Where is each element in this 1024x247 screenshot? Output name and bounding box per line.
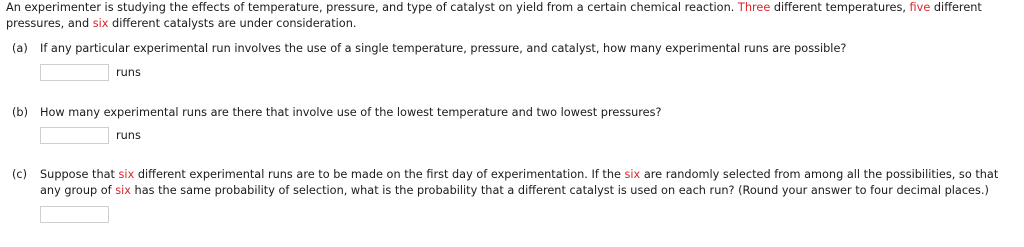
part-b-label: (b): [12, 106, 28, 119]
intro-text-2: different temperatures,: [770, 1, 910, 14]
intro-text-3: different pressures, and: [6, 1, 982, 30]
part-a-text: If any particular experimental run involves the use of a single temperature, pressure, and catalyst, how many experimental runs are possible?: [40, 42, 847, 55]
part-a-label: (a): [12, 42, 28, 55]
intro-text-1: An experimenter is studying the effects of temperature, pressure, and type of catalyst on yield from a certain chemical reaction.: [6, 1, 738, 14]
part-c-question: [12, 167, 1022, 199]
part-c-runs-3: six: [115, 184, 131, 197]
intro-text-4: different catalysts are under consideration.: [108, 17, 357, 30]
part-a-unit: runs: [116, 66, 141, 79]
part-b-unit: runs: [116, 129, 141, 142]
catalyst-count: six: [92, 17, 109, 30]
part-b-text: How many experimental runs are there that involve use of the lowest temperature and two lowest pressures?: [40, 106, 662, 119]
part-b-answer-input[interactable]: [40, 127, 109, 144]
problem-intro: [6, 0, 1018, 32]
part-c-text-4: any group of: [40, 184, 116, 197]
part-c-text-2: different experimental runs are to be made on the first day of experimentation. If the: [134, 168, 625, 181]
part-c-text-5: has the same probability of selection, what is the probability that a different catalyst is used on each run? (Round your answer to four decimal places.): [130, 184, 989, 197]
part-a-question: [12, 41, 1022, 57]
part-c-label: (c): [12, 168, 28, 181]
part-c-text-3: are randomly selected from among all the possibilities, so that: [640, 168, 999, 181]
part-c-answer-input[interactable]: [40, 206, 109, 223]
temperature-count: Three: [737, 1, 771, 14]
pressure-count: five: [909, 1, 931, 14]
part-c-runs-2: six: [624, 168, 641, 181]
part-a-answer-input[interactable]: [40, 64, 109, 81]
part-c-runs-1: six: [118, 168, 135, 181]
part-c-text-1: Suppose that: [40, 168, 119, 181]
part-b-question: [12, 105, 1022, 121]
